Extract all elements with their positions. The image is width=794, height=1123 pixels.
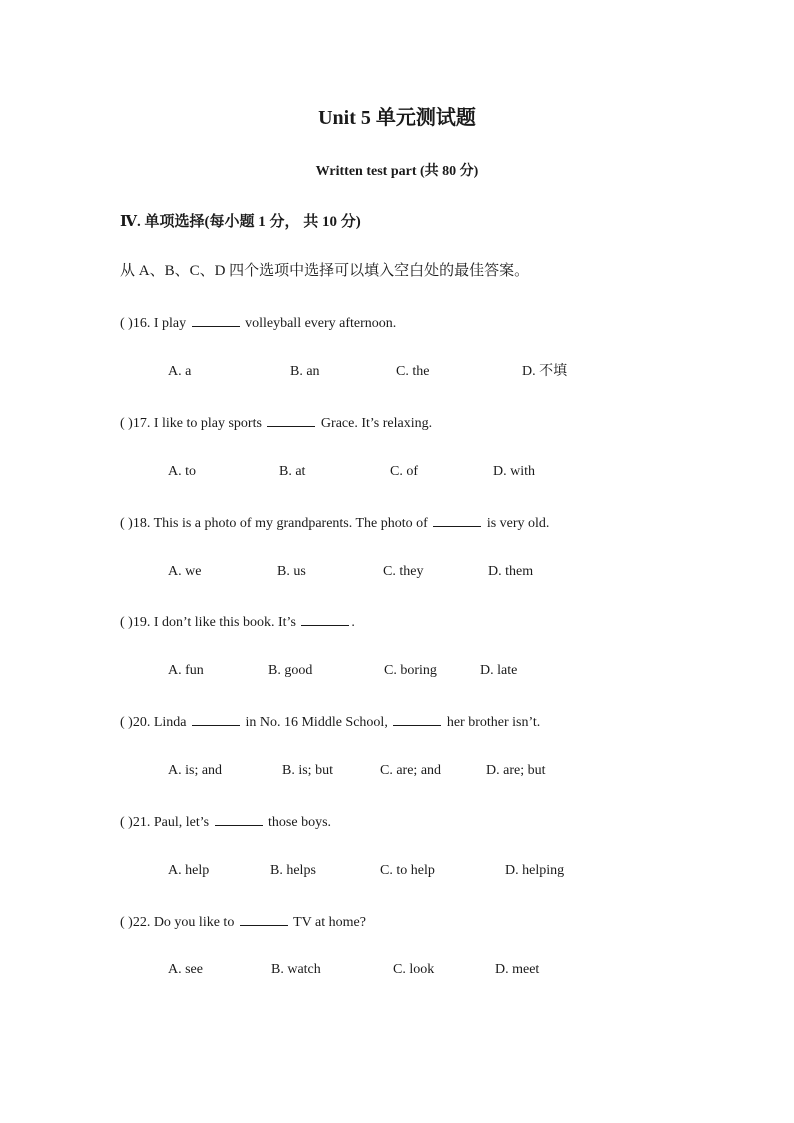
option-b: B. helps [270, 863, 316, 878]
answer-blank [240, 911, 288, 926]
answer-blank [192, 312, 240, 327]
question-18 [120, 512, 549, 534]
section-heading: Ⅳ. 单项选择(每小题 1 分， 共 10 分) [120, 214, 361, 230]
option-b: B. watch [271, 962, 321, 977]
question-21 [120, 811, 331, 833]
question-text: in No. 16 Middle School, [241, 715, 392, 730]
question-text: ( )16. I play [120, 316, 190, 331]
question-16 [120, 312, 396, 334]
page-title: Unit 5 单元测试题 [318, 107, 476, 129]
answer-blank [393, 711, 441, 726]
answer-blank [433, 512, 481, 527]
option-d: D. 不填 [522, 364, 568, 379]
answer-blank [215, 811, 263, 826]
option-c: C. are; and [380, 763, 442, 778]
question-text: TV at home? [289, 915, 366, 930]
option-b: B. is; but [282, 763, 333, 778]
option-a: A. to [168, 464, 196, 479]
question-text: ( )19. I don’t like this book. It’s [120, 615, 300, 630]
question-22 [120, 911, 366, 933]
option-a: A. help [168, 863, 210, 878]
option-d: D. late [480, 663, 518, 678]
option-b: B. an [290, 364, 320, 379]
question-19 [120, 611, 355, 633]
option-a: A. we [168, 564, 202, 579]
option-d: D. are; but [486, 763, 546, 778]
option-c: C. look [393, 962, 435, 977]
option-c: C. boring [384, 663, 437, 678]
option-b: B. good [268, 663, 313, 678]
question-text: her brother isn’t. [443, 715, 541, 730]
option-a: A. a [168, 364, 192, 379]
question-text: volleyball every afternoon. [241, 316, 397, 331]
option-d: D. meet [495, 962, 540, 977]
question-text: ( )20. Linda [120, 715, 190, 730]
answer-blank [267, 412, 315, 427]
answer-blank [301, 611, 349, 626]
question-text: ( )22. Do you like to [120, 915, 238, 930]
option-c: C. to help [380, 863, 435, 878]
question-text: ( )17. I like to play sports [120, 416, 266, 431]
answer-blank [192, 711, 240, 726]
page-subtitle: Written test part (共 80 分) [315, 164, 479, 179]
option-c: C. they [383, 564, 424, 579]
question-text: Grace. It’s relaxing. [317, 416, 433, 431]
option-a: A. is; and [168, 763, 223, 778]
option-a: A. fun [168, 663, 204, 678]
option-d: D. them [488, 564, 534, 579]
option-d: D. with [493, 464, 535, 479]
question-text: ( )18. This is a photo of my grandparents. The photo of [120, 516, 432, 531]
option-d: D. helping [505, 863, 565, 878]
question-text: those boys. [264, 815, 332, 830]
question-text: is very old. [483, 516, 550, 531]
option-b: B. at [279, 464, 306, 479]
question-text: ( )21. Paul, let’s [120, 815, 213, 830]
option-a: A. see [168, 962, 203, 977]
option-c: C. the [396, 364, 430, 379]
question-17 [120, 412, 432, 434]
question-text: . [351, 615, 355, 630]
option-b: B. us [277, 564, 306, 579]
section-instruction: 从 A、B、C、D 四个选项中选择可以填入空白处的最佳答案。 [120, 263, 530, 279]
option-c: C. of [390, 464, 418, 479]
question-20 [120, 711, 540, 733]
